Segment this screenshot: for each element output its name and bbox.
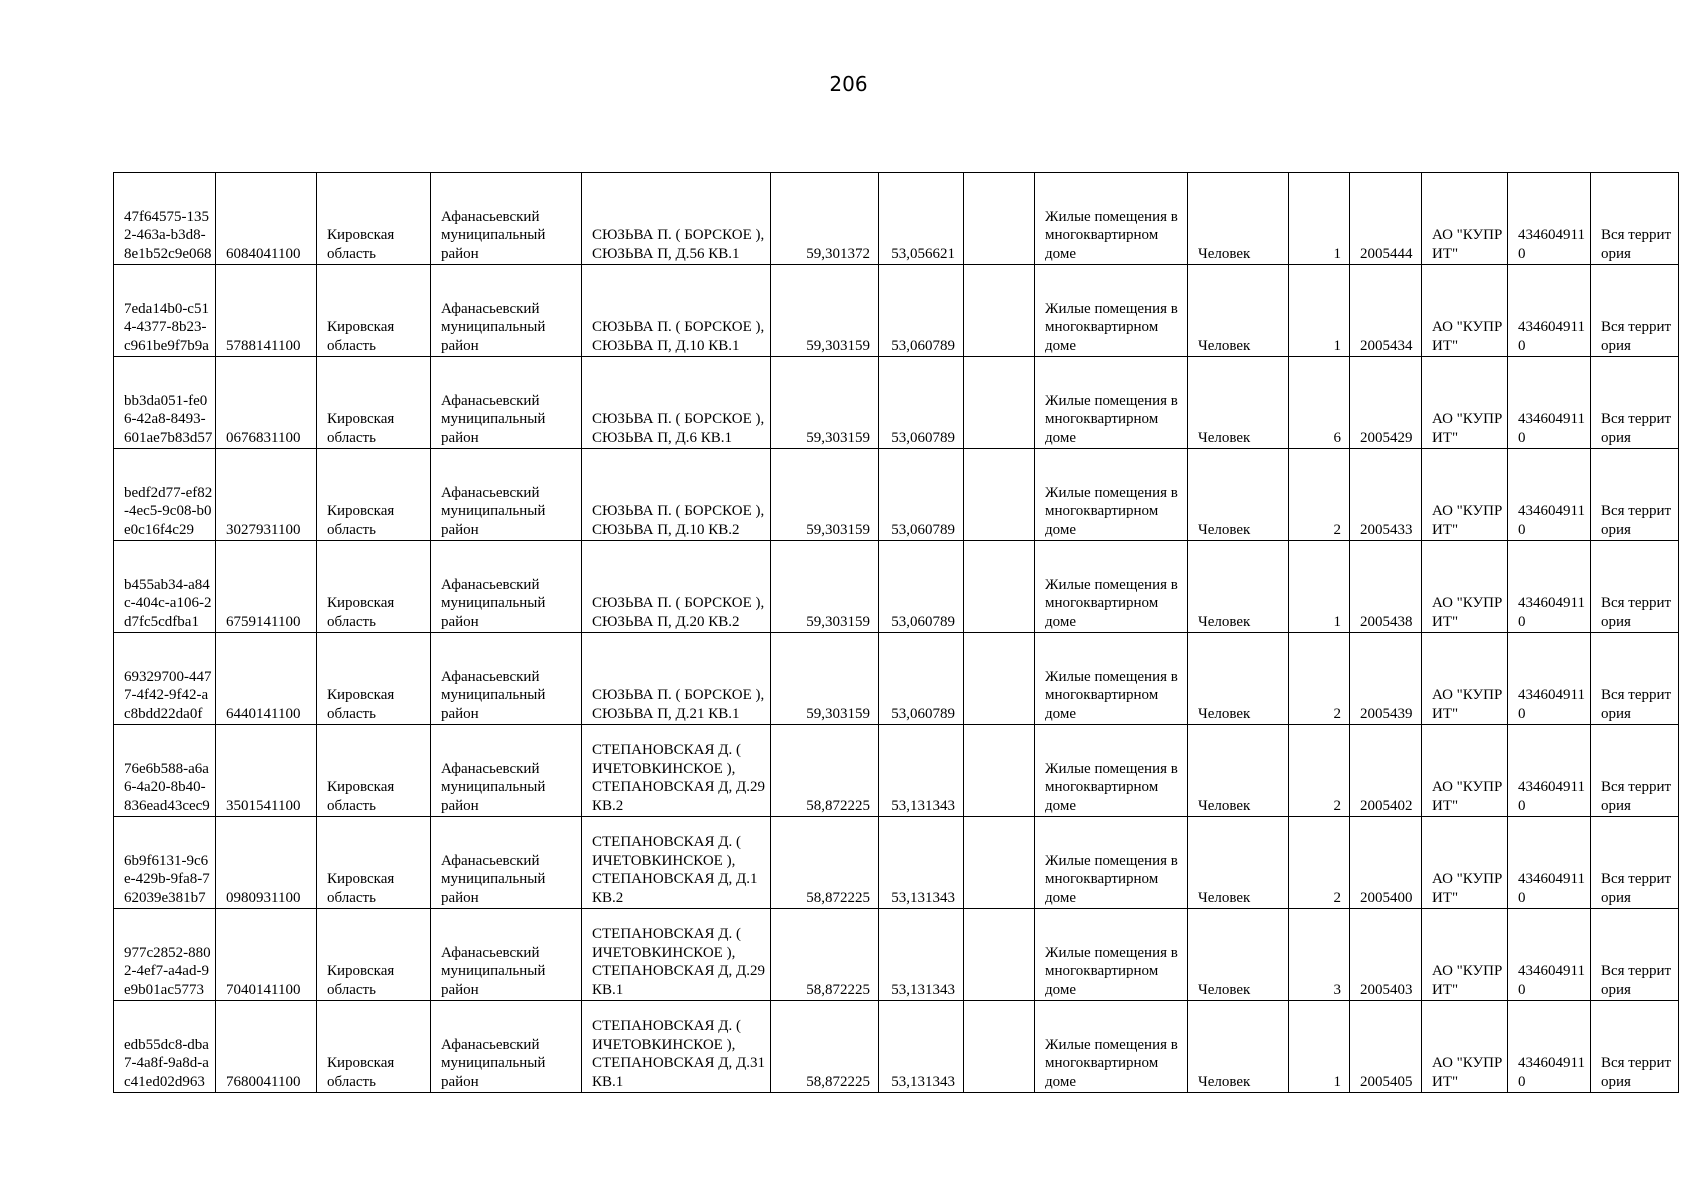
district-cell: Афанасьевский муниципальный район — [431, 357, 582, 449]
inn-cell: 4346049110 — [1508, 265, 1591, 357]
table-row — [114, 725, 1679, 817]
unit-cell: Человек — [1188, 633, 1289, 725]
unit-cell: Человек — [1188, 725, 1289, 817]
district-cell: Афанасьевский муниципальный район — [431, 633, 582, 725]
inn-cell: 4346049110 — [1508, 541, 1591, 633]
reference-cell: 2005438 — [1350, 541, 1422, 633]
object-type-cell: Жилые помещения в многоквартирном доме — [1035, 265, 1188, 357]
code-cell: 6759141100 — [216, 541, 317, 633]
address-cell: СЮЗЬВА П. ( БОРСКОЕ ), СЮЗЬВА П, Д.21 КВ.1 — [582, 633, 771, 725]
territory-cell: Вся территория — [1591, 357, 1679, 449]
region-cell: Кировская область — [317, 357, 431, 449]
object-type-cell: Жилые помещения в многоквартирном доме — [1035, 817, 1188, 909]
quantity-cell: 2 — [1289, 449, 1350, 541]
quantity-cell: 2 — [1289, 725, 1350, 817]
longitude-cell: 53,056621 — [879, 173, 964, 265]
unit-cell: Человек — [1188, 265, 1289, 357]
region-cell: Кировская область — [317, 725, 431, 817]
latitude-cell: 59,303159 — [771, 265, 879, 357]
region-cell: Кировская область — [317, 909, 431, 1001]
inn-cell: 4346049110 — [1508, 1001, 1591, 1093]
address-cell: СТЕПАНОВСКАЯ Д. ( ИЧЕТОВКИНСКОЕ ), СТЕПАНОВСКАЯ Д, Д.29 КВ.2 — [582, 725, 771, 817]
address-cell: СТЕПАНОВСКАЯ Д. ( ИЧЕТОВКИНСКОЕ ), СТЕПАНОВСКАЯ Д, Д.29 КВ.1 — [582, 909, 771, 1001]
region-cell: Кировская область — [317, 449, 431, 541]
record-id-cell: bedf2d77-ef82-4ec5-9c08-b0e0c16f4c29 — [114, 449, 216, 541]
district-cell: Афанасьевский муниципальный район — [431, 817, 582, 909]
region-cell: Кировская область — [317, 265, 431, 357]
latitude-cell: 59,301372 — [771, 173, 879, 265]
code-cell: 7040141100 — [216, 909, 317, 1001]
latitude-cell: 58,872225 — [771, 817, 879, 909]
object-type-cell: Жилые помещения в многоквартирном доме — [1035, 725, 1188, 817]
record-id-cell: 7eda14b0-c514-4377-8b23-c961be9f7b9a — [114, 265, 216, 357]
district-cell: Афанасьевский муниципальный район — [431, 449, 582, 541]
region-cell: Кировская область — [317, 173, 431, 265]
organization-cell: АО "КУПРИТ" — [1422, 449, 1508, 541]
empty-cell — [964, 633, 1035, 725]
territory-cell: Вся территория — [1591, 541, 1679, 633]
region-cell: Кировская область — [317, 1001, 431, 1093]
quantity-cell: 1 — [1289, 541, 1350, 633]
reference-cell: 2005433 — [1350, 449, 1422, 541]
empty-cell — [964, 449, 1035, 541]
territory-cell: Вся территория — [1591, 817, 1679, 909]
district-cell: Афанасьевский муниципальный район — [431, 265, 582, 357]
address-cell: СЮЗЬВА П. ( БОРСКОЕ ), СЮЗЬВА П, Д.10 КВ.1 — [582, 265, 771, 357]
inn-cell: 4346049110 — [1508, 357, 1591, 449]
district-cell: Афанасьевский муниципальный район — [431, 909, 582, 1001]
longitude-cell: 53,131343 — [879, 817, 964, 909]
unit-cell: Человек — [1188, 449, 1289, 541]
district-cell: Афанасьевский муниципальный район — [431, 541, 582, 633]
inn-cell: 4346049110 — [1508, 817, 1591, 909]
table-row — [114, 817, 1679, 909]
latitude-cell: 58,872225 — [771, 1001, 879, 1093]
object-type-cell: Жилые помещения в многоквартирном доме — [1035, 449, 1188, 541]
inn-cell: 4346049110 — [1508, 725, 1591, 817]
record-id-cell: bb3da051-fe06-42a8-8493-601ae7b83d57 — [114, 357, 216, 449]
longitude-cell: 53,060789 — [879, 265, 964, 357]
record-id-cell: 76e6b588-a6a6-4a20-8b40-836ead43cec9 — [114, 725, 216, 817]
longitude-cell: 53,131343 — [879, 725, 964, 817]
table-row — [114, 357, 1679, 449]
organization-cell: АО "КУПРИТ" — [1422, 909, 1508, 1001]
longitude-cell: 53,131343 — [879, 1001, 964, 1093]
longitude-cell: 53,060789 — [879, 449, 964, 541]
code-cell: 7680041100 — [216, 1001, 317, 1093]
code-cell: 6440141100 — [216, 633, 317, 725]
quantity-cell: 1 — [1289, 1001, 1350, 1093]
inn-cell: 4346049110 — [1508, 449, 1591, 541]
inn-cell: 4346049110 — [1508, 633, 1591, 725]
inn-cell: 4346049110 — [1508, 909, 1591, 1001]
quantity-cell: 2 — [1289, 633, 1350, 725]
reference-cell: 2005434 — [1350, 265, 1422, 357]
empty-cell — [964, 173, 1035, 265]
latitude-cell: 58,872225 — [771, 725, 879, 817]
longitude-cell: 53,060789 — [879, 633, 964, 725]
district-cell: Афанасьевский муниципальный район — [431, 1001, 582, 1093]
reference-cell: 2005402 — [1350, 725, 1422, 817]
address-cell: СТЕПАНОВСКАЯ Д. ( ИЧЕТОВКИНСКОЕ ), СТЕПАНОВСКАЯ Д, Д.31 КВ.1 — [582, 1001, 771, 1093]
unit-cell: Человек — [1188, 541, 1289, 633]
latitude-cell: 59,303159 — [771, 357, 879, 449]
address-cell: СЮЗЬВА П. ( БОРСКОЕ ), СЮЗЬВА П, Д.20 КВ.2 — [582, 541, 771, 633]
territory-cell: Вся территория — [1591, 1001, 1679, 1093]
territory-cell: Вся территория — [1591, 265, 1679, 357]
code-cell: 0980931100 — [216, 817, 317, 909]
reference-cell: 2005403 — [1350, 909, 1422, 1001]
longitude-cell: 53,060789 — [879, 357, 964, 449]
organization-cell: АО "КУПРИТ" — [1422, 817, 1508, 909]
record-id-cell: 69329700-4477-4f42-9f42-ac8bdd22da0f — [114, 633, 216, 725]
region-cell: Кировская область — [317, 633, 431, 725]
organization-cell: АО "КУПРИТ" — [1422, 173, 1508, 265]
empty-cell — [964, 357, 1035, 449]
organization-cell: АО "КУПРИТ" — [1422, 357, 1508, 449]
record-id-cell: 6b9f6131-9c6e-429b-9fa8-762039e381b7 — [114, 817, 216, 909]
unit-cell: Человек — [1188, 357, 1289, 449]
object-type-cell: Жилые помещения в многоквартирном доме — [1035, 909, 1188, 1001]
reference-cell: 2005439 — [1350, 633, 1422, 725]
code-cell: 5788141100 — [216, 265, 317, 357]
empty-cell — [964, 265, 1035, 357]
territory-cell: Вся территория — [1591, 909, 1679, 1001]
empty-cell — [964, 909, 1035, 1001]
code-cell: 0676831100 — [216, 357, 317, 449]
record-id-cell: 977c2852-8802-4ef7-a4ad-9e9b01ac5773 — [114, 909, 216, 1001]
organization-cell: АО "КУПРИТ" — [1422, 1001, 1508, 1093]
record-id-cell: b455ab34-a84c-404c-a106-2d7fc5cdfba1 — [114, 541, 216, 633]
table-row — [114, 173, 1679, 265]
table-row — [114, 633, 1679, 725]
code-cell: 3027931100 — [216, 449, 317, 541]
table-row — [114, 265, 1679, 357]
quantity-cell: 2 — [1289, 817, 1350, 909]
table-body — [114, 173, 1679, 1093]
unit-cell: Человек — [1188, 1001, 1289, 1093]
inn-cell: 4346049110 — [1508, 173, 1591, 265]
quantity-cell: 1 — [1289, 265, 1350, 357]
object-type-cell: Жилые помещения в многоквартирном доме — [1035, 1001, 1188, 1093]
unit-cell: Человек — [1188, 817, 1289, 909]
empty-cell — [964, 817, 1035, 909]
table-row — [114, 909, 1679, 1001]
organization-cell: АО "КУПРИТ" — [1422, 633, 1508, 725]
organization-cell: АО "КУПРИТ" — [1422, 265, 1508, 357]
reference-cell: 2005400 — [1350, 817, 1422, 909]
empty-cell — [964, 725, 1035, 817]
territory-cell: Вся территория — [1591, 449, 1679, 541]
district-cell: Афанасьевский муниципальный район — [431, 173, 582, 265]
latitude-cell: 58,872225 — [771, 909, 879, 1001]
page-number: 206 — [829, 72, 868, 96]
organization-cell: АО "КУПРИТ" — [1422, 541, 1508, 633]
latitude-cell: 59,303159 — [771, 449, 879, 541]
empty-cell — [964, 541, 1035, 633]
table-row — [114, 1001, 1679, 1093]
address-cell: СТЕПАНОВСКАЯ Д. ( ИЧЕТОВКИНСКОЕ ), СТЕПАНОВСКАЯ Д, Д.1 КВ.2 — [582, 817, 771, 909]
territory-cell: Вся территория — [1591, 633, 1679, 725]
registry-table — [113, 172, 1679, 1093]
region-cell: Кировская область — [317, 541, 431, 633]
object-type-cell: Жилые помещения в многоквартирном доме — [1035, 541, 1188, 633]
longitude-cell: 53,131343 — [879, 909, 964, 1001]
quantity-cell: 1 — [1289, 173, 1350, 265]
code-cell: 6084041100 — [216, 173, 317, 265]
district-cell: Афанасьевский муниципальный район — [431, 725, 582, 817]
organization-cell: АО "КУПРИТ" — [1422, 725, 1508, 817]
table-row — [114, 541, 1679, 633]
quantity-cell: 6 — [1289, 357, 1350, 449]
table-row — [114, 449, 1679, 541]
territory-cell: Вся территория — [1591, 725, 1679, 817]
latitude-cell: 59,303159 — [771, 541, 879, 633]
reference-cell: 2005405 — [1350, 1001, 1422, 1093]
object-type-cell: Жилые помещения в многоквартирном доме — [1035, 173, 1188, 265]
object-type-cell: Жилые помещения в многоквартирном доме — [1035, 633, 1188, 725]
region-cell: Кировская область — [317, 817, 431, 909]
object-type-cell: Жилые помещения в многоквартирном доме — [1035, 357, 1188, 449]
address-cell: СЮЗЬВА П. ( БОРСКОЕ ), СЮЗЬВА П, Д.6 КВ.1 — [582, 357, 771, 449]
address-cell: СЮЗЬВА П. ( БОРСКОЕ ), СЮЗЬВА П, Д.10 КВ.2 — [582, 449, 771, 541]
reference-cell: 2005429 — [1350, 357, 1422, 449]
territory-cell: Вся территория — [1591, 173, 1679, 265]
unit-cell: Человек — [1188, 909, 1289, 1001]
reference-cell: 2005444 — [1350, 173, 1422, 265]
record-id-cell: 47f64575-1352-463a-b3d8-8e1b52c9e068 — [114, 173, 216, 265]
latitude-cell: 59,303159 — [771, 633, 879, 725]
code-cell: 3501541100 — [216, 725, 317, 817]
longitude-cell: 53,060789 — [879, 541, 964, 633]
unit-cell: Человек — [1188, 173, 1289, 265]
record-id-cell: edb55dc8-dba7-4a8f-9a8d-ac41ed02d963 — [114, 1001, 216, 1093]
address-cell: СЮЗЬВА П. ( БОРСКОЕ ), СЮЗЬВА П, Д.56 КВ.1 — [582, 173, 771, 265]
empty-cell — [964, 1001, 1035, 1093]
quantity-cell: 3 — [1289, 909, 1350, 1001]
